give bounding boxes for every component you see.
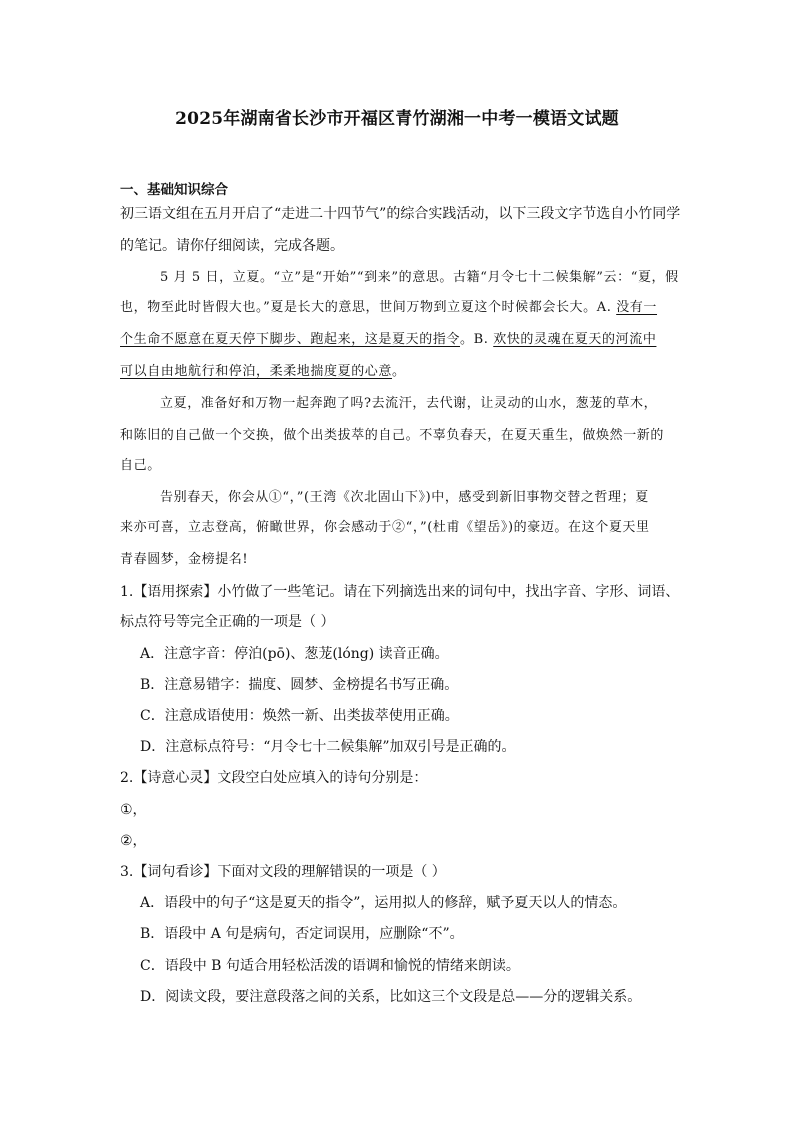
question-3-option-a: A．语段中的句子“这是夏天的指令”，运用拟人的修辞，赋予夏天以人的情态。 xyxy=(140,895,627,911)
passage1-line-1: 5 月 5 日，立夏。“立”是“开始”“到来”的意思。古籍“月令七十二候集解”云：“夏，假 xyxy=(160,270,679,285)
passage2-line-3: 自己。 xyxy=(120,458,161,473)
question-1-stem-line-2: 标点符号等完全正确的一项是（ ） xyxy=(120,614,335,630)
intro-line-1: 初三语文组在五月开启了“走进二十四节气”的综合实践活动，以下三段文字节选自小竹同学 xyxy=(120,206,681,222)
question-1-option-a: A．注意字音：停泊(pō)、葱茏(lóng) 读音正确。 xyxy=(140,646,449,662)
question-2-answer-2: ②， xyxy=(120,833,147,849)
passage1-line-3 xyxy=(120,330,656,350)
passage1-line-4-end: 。 xyxy=(392,364,406,379)
passage1-line-3-mid: 。B. xyxy=(460,332,494,347)
passage1-line-2-text: 也，物至此时皆假大也。”夏是长大的意思，世间万物到立夏这个时候都会长大。A. xyxy=(120,300,617,315)
sentence-b-end: 可以自由地航行和停泊，柔柔地揣度夏的心意 xyxy=(120,364,393,379)
sentence-a-end: 个生命不愿意在夏天停下脚步、跑起来，这是夏天的指令 xyxy=(120,332,461,347)
passage3-line-2: 来亦可喜，立志登高，俯瞰世界，你会感动于②“，”(杜甫《望岳》)的豪迈。在这个夏天里 xyxy=(120,520,650,535)
question-1-option-c: C．注意成语使用：焕然一新、出类拔萃使用正确。 xyxy=(140,708,459,724)
intro-line-2: 的笔记。请你仔细阅读，完成各题。 xyxy=(120,238,344,254)
question-1-option-d: D．注意标点符号：“月令七十二候集解”加双引号是正确的。 xyxy=(140,739,516,755)
sentence-a-start: 没有一 xyxy=(616,300,658,315)
question-2-stem: 2.【诗意心灵】文段空白处应填入的诗句分别是： xyxy=(120,770,428,786)
section-heading: 一、基础知识综合 xyxy=(120,182,228,198)
passage2-line-2: 和陈旧的自己做一个交换，做个出类拔萃的自己。不辜负春天，在夏天重生，做焕然一新的 xyxy=(120,428,665,443)
question-1-option-b: B．注意易错字：揣度、圆梦、金榜提名书写正确。 xyxy=(140,677,459,693)
question-3-stem: 3.【词句看诊】下面对文段的理解错误的一项是（ ） xyxy=(120,864,446,880)
question-3-option-d: D．阅读文段，要注意段落之间的关系，比如这三个文段是总——分的逻辑关系。 xyxy=(140,989,642,1005)
passage3-line-1: 告别春天，你会从①“，”(王湾《次北固山下》)中，感受到新旧事物交替之哲理；夏 xyxy=(160,490,649,505)
passage3-line-3: 青春圆梦，金榜提名! xyxy=(120,552,249,567)
question-1-stem-line-1: 1.【语用探索】小竹做了一些笔记。请在下列摘选出来的词句中，找出字音、字形、词语、 xyxy=(120,584,680,600)
question-2-answer-1: ①， xyxy=(120,802,147,818)
passage1-line-4 xyxy=(120,362,406,382)
passage1-line-2 xyxy=(120,298,657,318)
sentence-b-start: 欢快的灵魂在夏天的河流中 xyxy=(493,332,657,347)
question-3-option-b: B．语段中 A 句是病句，否定词误用，应删除“不”。 xyxy=(140,926,464,942)
passage2-line-1: 立夏，准备好和万物一起奔跑了吗?去流汗，去代谢，让灵动的山水，葱茏的草木， xyxy=(160,396,658,411)
page-title: 2025年湖南省长沙市开福区青竹湖湘一中考一模语文试题 xyxy=(175,109,619,129)
question-3-option-c: C．语段中 B 句适合用轻松活泼的语调和愉悦的情绪来朗读。 xyxy=(140,958,520,974)
